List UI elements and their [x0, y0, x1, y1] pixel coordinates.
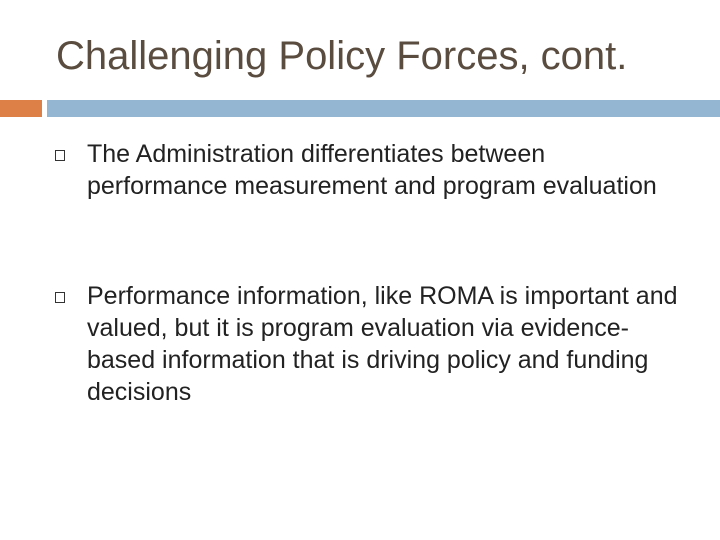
- accent-bar-orange: [0, 100, 42, 117]
- hollow-square-bullet-icon: [55, 292, 65, 303]
- slide-title: Challenging Policy Forces, cont.: [56, 34, 628, 78]
- accent-bar-blue: [47, 100, 720, 117]
- hollow-square-bullet-icon: [55, 150, 65, 161]
- bullet-text: Performance information, like ROMA is important and valued, but it is program evaluation via evidence-based information that is driving policy and funding decisions: [87, 282, 678, 406]
- bullet-text: The Administration differentiates between performance measurement and program evaluation: [87, 140, 657, 200]
